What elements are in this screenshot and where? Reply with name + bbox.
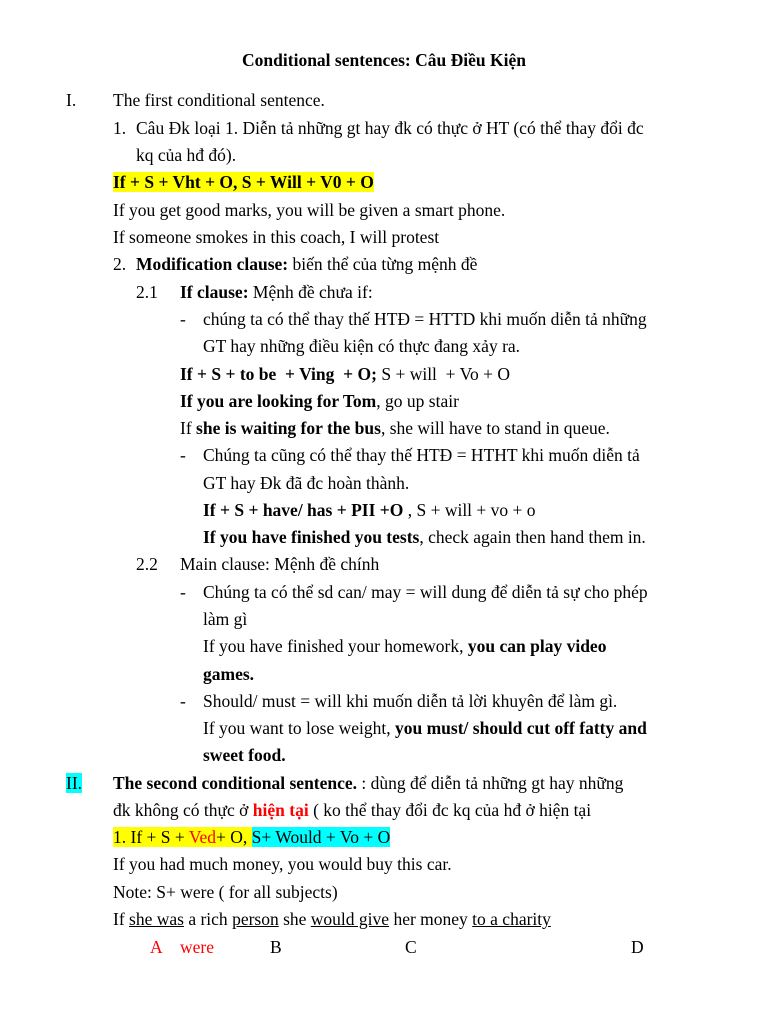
example-bold: you can play video: [467, 636, 607, 656]
document-title: Conditional sentences: Câu Điều Kiện: [242, 50, 526, 70]
example-bold: you must/ should cut off fatty and: [394, 718, 647, 738]
section-1-number: I.: [66, 90, 77, 110]
bullet-dash: -: [180, 309, 186, 329]
section-1-heading: The first conditional sentence.: [113, 90, 325, 110]
formula-part: to be: [239, 364, 277, 384]
section-2-heading: [113, 771, 623, 795]
modification-clause-label: Modification clause:: [136, 254, 289, 274]
perfect-formula: [203, 498, 536, 522]
text-part: she: [278, 909, 311, 929]
subitem-2-2-text: Main clause: Mệnh đề chính: [180, 554, 380, 574]
option-a-correction: were: [180, 937, 215, 957]
example-start: If: [180, 418, 197, 438]
bullet-1-line-2: GT hay những điều kiện có thực đang xảy ra.: [203, 336, 521, 356]
option-a: A: [150, 937, 163, 957]
example-bold: If you have finished you tests: [203, 527, 420, 547]
item-2-text: [136, 252, 477, 276]
underlined-d: to a charity: [472, 909, 551, 929]
text-part: her money: [389, 909, 473, 929]
bullet-dash: -: [180, 691, 186, 711]
bullet-1-line-1: chúng ta có thể thay thế HTĐ = HTTD khi muốn diễn tả những: [203, 309, 647, 329]
example-bold: If you are looking for Tom: [180, 391, 377, 411]
item-2-number: 2.: [113, 254, 127, 274]
underlined-c: would give: [310, 909, 390, 929]
example-5: [203, 525, 646, 549]
if-clause-desc: Mệnh đề chưa if:: [248, 282, 373, 302]
section-2-line-2: [113, 798, 591, 822]
example-6: [203, 634, 606, 658]
bullet-3-line-1: Chúng ta có thể sd can/ may = will dung để diễn tả sự cho phép: [203, 582, 648, 602]
text-part: đk không có thực ở: [113, 800, 253, 820]
formula-would: S+ Would + Vo + O: [251, 827, 391, 847]
example-rest: , check again then hand them in.: [419, 527, 646, 547]
subitem-2-1-text: [180, 280, 373, 304]
item-1-line-2: kq của hđ đó).: [136, 145, 237, 165]
bullet-2-line-1: Chúng ta cũng có thể thay thế HTĐ = HTHT khi muốn diễn tả: [203, 445, 640, 465]
formula-part: Ving: [299, 364, 335, 384]
option-d: D: [631, 937, 644, 957]
example-7-line-2: sweet food.: [203, 745, 286, 765]
progressive-formula: [180, 362, 510, 386]
example-start: If you want to lose weight,: [203, 718, 395, 738]
formula-part: +: [334, 364, 358, 384]
section-2-heading-rest: : dùng để diễn tả những gt hay những: [357, 773, 624, 793]
bullet-4-line-1: Should/ must = will khi muốn diễn tả lời khuyên để làm gì.: [203, 691, 618, 711]
bullet-3-line-2: làm gì: [203, 609, 248, 629]
bullet-2-line-2: GT hay Đk đã đc hoàn thành.: [203, 473, 410, 493]
section-2-number: [66, 771, 82, 795]
example-rest: , she will have to stand in queue.: [380, 418, 610, 438]
subitem-2-2-number: 2.2: [136, 554, 158, 574]
example-bold: she is waiting for the bus: [196, 418, 381, 438]
formula-part: O;: [357, 364, 377, 384]
option-c: C: [405, 937, 417, 957]
formula-part: If + S +: [180, 364, 240, 384]
section-2-example: If you had much money, you would buy this car.: [113, 854, 452, 874]
underlined-a: she was: [129, 909, 184, 929]
formula-highlight: If + S + Vht + O, S + Will + V0 + O: [113, 172, 374, 192]
section-2-heading-bold: The second conditional sentence.: [113, 773, 358, 793]
example-7: [203, 716, 647, 740]
example-4: [180, 416, 610, 440]
bullet-dash: -: [180, 582, 186, 602]
modification-clause-desc: biến thể của từng mệnh đề: [288, 254, 478, 274]
formula-part: , S + will + vo + o: [403, 500, 536, 520]
example-start: If you have finished your homework,: [203, 636, 468, 656]
example-6-line-2: games.: [203, 664, 255, 684]
formula-ved: Ved: [188, 827, 217, 847]
subitem-2-1-number: 2.1: [136, 282, 158, 302]
section-2-note: Note: S+ were ( for all subjects): [113, 882, 338, 902]
second-conditional-formula: [113, 825, 390, 849]
present-emphasis: hiện tại: [252, 800, 309, 820]
text-part: a rich: [183, 909, 233, 929]
text-part: ( ko thể thay đổi đc kq của hđ ở hiện tại: [308, 800, 592, 820]
first-conditional-formula: [113, 170, 374, 194]
option-b: B: [270, 937, 282, 957]
example-1: If you get good marks, you will be given a smart phone.: [113, 200, 506, 220]
text-part: If: [113, 909, 130, 929]
error-question: [113, 907, 551, 931]
underlined-b: person: [232, 909, 279, 929]
example-3: [180, 389, 459, 413]
if-clause-label: If clause:: [180, 282, 249, 302]
example-2: If someone smokes in this coach, I will protest: [113, 227, 440, 247]
item-1-line-1: Câu Đk loại 1. Diễn tả những gt hay đk có thực ở HT (có thể thay đổi đc: [136, 118, 644, 138]
formula-part: 1. If + S +: [113, 827, 189, 847]
formula-part: S + will + Vo + O: [376, 364, 510, 384]
formula-part: + O,: [216, 827, 252, 847]
example-rest: , go up stair: [376, 391, 459, 411]
formula-part: +: [276, 364, 300, 384]
bullet-dash: -: [180, 445, 186, 465]
item-1-number: 1.: [113, 118, 127, 138]
formula-part: If + S + have/ has + PII +O: [203, 500, 404, 520]
section-2-number-highlight: II.: [66, 773, 83, 793]
